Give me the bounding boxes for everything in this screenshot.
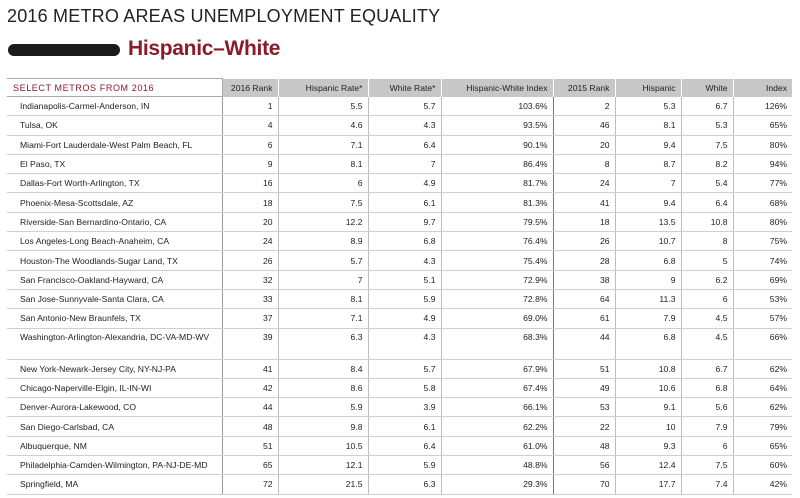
- metro-name-cell: Springfield, MA: [7, 475, 222, 494]
- rank-2015-cell: 56: [553, 456, 615, 475]
- metro-name-cell: Miami-Fort Lauderdale-West Palm Beach, FL: [7, 135, 222, 154]
- hispanic-rate-2015-cell: 9.1: [615, 398, 681, 417]
- index-2016-cell: 67.9%: [441, 359, 553, 378]
- index-2015-cell: 94%: [733, 154, 792, 173]
- white-rate-2016-cell: 4.9: [368, 174, 441, 193]
- white-rate-2015-cell: 7.5: [681, 456, 733, 475]
- white-rate-2016-cell: 4.3: [368, 328, 441, 359]
- white-rate-2016-cell: 4.3: [368, 116, 441, 135]
- white-rate-2015-cell: 8: [681, 232, 733, 251]
- hispanic-rate-2015-cell: 5.3: [615, 97, 681, 116]
- index-2015-cell: 64%: [733, 378, 792, 397]
- white-rate-2015-cell: 5: [681, 251, 733, 270]
- metro-name-cell: Indianapolis-Carmel-Anderson, IN: [7, 97, 222, 116]
- table-row: [7, 193, 792, 212]
- hispanic-rate-2016-cell: 4.6: [278, 116, 368, 135]
- table-row: [7, 97, 792, 116]
- metro-name-cell: San Antonio-New Braunfels, TX: [7, 309, 222, 328]
- index-2016-cell: 72.9%: [441, 270, 553, 289]
- hispanic-rate-2016-cell: 6: [278, 174, 368, 193]
- table-row: [7, 378, 792, 397]
- index-2016-cell: 75.4%: [441, 251, 553, 270]
- hispanic-rate-2016-cell: 8.1: [278, 289, 368, 308]
- white-rate-2015-cell: 7.9: [681, 417, 733, 436]
- rank-2015-cell: 38: [553, 270, 615, 289]
- rank-2015-cell: 22: [553, 417, 615, 436]
- hispanic-rate-2016-cell: 8.1: [278, 154, 368, 173]
- white-rate-2015-cell: 6: [681, 436, 733, 455]
- rank-2015-cell: 51: [553, 359, 615, 378]
- white-rate-2015-cell: 6: [681, 289, 733, 308]
- table-header-row: [7, 79, 792, 97]
- rank-2015-cell: 46: [553, 116, 615, 135]
- white-rate-2016-cell: 6.4: [368, 135, 441, 154]
- metro-name-cell: New York-Newark-Jersey City, NY-NJ-PA: [7, 359, 222, 378]
- rank-2016-cell: 32: [222, 270, 278, 289]
- table-row: [7, 154, 792, 173]
- white-rate-2016-cell: 4.3: [368, 251, 441, 270]
- hispanic-rate-2015-cell: 6.8: [615, 328, 681, 359]
- hispanic-rate-2016-cell: 8.6: [278, 378, 368, 397]
- hispanic-rate-2015-cell: 10.6: [615, 378, 681, 397]
- index-2016-cell: 81.3%: [441, 193, 553, 212]
- index-2016-cell: 67.4%: [441, 378, 553, 397]
- index-2015-cell: 66%: [733, 328, 792, 359]
- rank-2016-cell: 51: [222, 436, 278, 455]
- index-2015-cell: 62%: [733, 359, 792, 378]
- index-2015-cell: 65%: [733, 116, 792, 135]
- rank-2016-cell: 72: [222, 475, 278, 494]
- rank-2015-cell: 20: [553, 135, 615, 154]
- unemployment-table: [7, 78, 792, 495]
- rank-2016-cell: 4: [222, 116, 278, 135]
- column-header-white-rate: White Rate*: [368, 79, 441, 97]
- white-rate-2015-cell: 8.2: [681, 154, 733, 173]
- table-row: [7, 116, 792, 135]
- index-2016-cell: 86.4%: [441, 154, 553, 173]
- index-2015-cell: 75%: [733, 232, 792, 251]
- hispanic-rate-2015-cell: 8.1: [615, 116, 681, 135]
- unemployment-table-container: [7, 78, 792, 495]
- index-2016-cell: 61.0%: [441, 436, 553, 455]
- white-rate-2016-cell: 6.3: [368, 475, 441, 494]
- hispanic-rate-2016-cell: 5.9: [278, 398, 368, 417]
- table-row: [7, 289, 792, 308]
- table-row: [7, 328, 792, 359]
- rank-2016-cell: 1: [222, 97, 278, 116]
- hispanic-rate-2015-cell: 10.8: [615, 359, 681, 378]
- rank-2016-cell: 37: [222, 309, 278, 328]
- rank-2015-cell: 61: [553, 309, 615, 328]
- hispanic-rate-2016-cell: 12.2: [278, 212, 368, 231]
- index-2015-cell: 65%: [733, 436, 792, 455]
- white-rate-2016-cell: 5.8: [368, 378, 441, 397]
- table-body: [7, 97, 792, 495]
- table-row: [7, 270, 792, 289]
- rank-2015-cell: 26: [553, 232, 615, 251]
- white-rate-2016-cell: 5.9: [368, 289, 441, 308]
- table-row: [7, 212, 792, 231]
- rank-2016-cell: 65: [222, 456, 278, 475]
- white-rate-2016-cell: 6.4: [368, 436, 441, 455]
- hispanic-rate-2015-cell: 11.3: [615, 289, 681, 308]
- rank-2016-cell: 18: [222, 193, 278, 212]
- white-rate-2015-cell: 6.7: [681, 359, 733, 378]
- column-header-index: Index: [733, 79, 792, 97]
- rank-2016-cell: 26: [222, 251, 278, 270]
- hispanic-rate-2015-cell: 6.8: [615, 251, 681, 270]
- index-2015-cell: 74%: [733, 251, 792, 270]
- index-2015-cell: 53%: [733, 289, 792, 308]
- hispanic-rate-2016-cell: 8.4: [278, 359, 368, 378]
- hispanic-rate-2016-cell: 7.5: [278, 193, 368, 212]
- hispanic-rate-2016-cell: 8.9: [278, 232, 368, 251]
- index-2016-cell: 76.4%: [441, 232, 553, 251]
- rank-2015-cell: 8: [553, 154, 615, 173]
- white-rate-2015-cell: 10.8: [681, 212, 733, 231]
- index-2016-cell: 90.1%: [441, 135, 553, 154]
- hispanic-rate-2016-cell: 9.8: [278, 417, 368, 436]
- table-row: [7, 417, 792, 436]
- metro-name-cell: Tulsa, OK: [7, 116, 222, 135]
- rank-2016-cell: 42: [222, 378, 278, 397]
- white-rate-2015-cell: 5.4: [681, 174, 733, 193]
- white-rate-2016-cell: 6.1: [368, 193, 441, 212]
- metro-name-cell: Los Angeles-Long Beach-Anaheim, CA: [7, 232, 222, 251]
- white-rate-2015-cell: 6.7: [681, 97, 733, 116]
- index-2016-cell: 48.8%: [441, 456, 553, 475]
- white-rate-2016-cell: 6.1: [368, 417, 441, 436]
- hispanic-rate-2016-cell: 12.1: [278, 456, 368, 475]
- metro-name-cell: Dallas-Fort Worth-Arlington, TX: [7, 174, 222, 193]
- metro-name-cell: Albuquerque, NM: [7, 436, 222, 455]
- hispanic-rate-2016-cell: 5.5: [278, 97, 368, 116]
- index-2016-cell: 93.5%: [441, 116, 553, 135]
- metro-name-cell: Denver-Aurora-Lakewood, CO: [7, 398, 222, 417]
- rank-2015-cell: 53: [553, 398, 615, 417]
- metro-name-cell: El Paso, TX: [7, 154, 222, 173]
- white-rate-2016-cell: 3.9: [368, 398, 441, 417]
- white-rate-2015-cell: 6.2: [681, 270, 733, 289]
- hispanic-rate-2015-cell: 7.9: [615, 309, 681, 328]
- hispanic-rate-2016-cell: 7: [278, 270, 368, 289]
- index-2015-cell: 126%: [733, 97, 792, 116]
- rank-2015-cell: 24: [553, 174, 615, 193]
- hispanic-rate-2015-cell: 8.7: [615, 154, 681, 173]
- index-2015-cell: 80%: [733, 212, 792, 231]
- column-header-hispanic-rate: Hispanic Rate*: [278, 79, 368, 97]
- hispanic-rate-2016-cell: 7.1: [278, 309, 368, 328]
- index-2016-cell: 68.3%: [441, 328, 553, 359]
- rank-2016-cell: 41: [222, 359, 278, 378]
- metro-name-cell: Washington-Arlington-Alexandria, DC-VA-MD-WV: [7, 328, 222, 359]
- index-2015-cell: 79%: [733, 417, 792, 436]
- metro-name-cell: Houston-The Woodlands-Sugar Land, TX: [7, 251, 222, 270]
- white-rate-2016-cell: 9.7: [368, 212, 441, 231]
- rank-2016-cell: 48: [222, 417, 278, 436]
- metro-name-cell: San Francisco-Oakland-Hayward, CA: [7, 270, 222, 289]
- white-rate-2015-cell: 5.6: [681, 398, 733, 417]
- metro-name-cell: San Jose-Sunnyvale-Santa Clara, CA: [7, 289, 222, 308]
- white-rate-2015-cell: 5.3: [681, 116, 733, 135]
- rank-2016-cell: 20: [222, 212, 278, 231]
- white-rate-2015-cell: 4.5: [681, 309, 733, 328]
- white-rate-2015-cell: 6.8: [681, 378, 733, 397]
- hispanic-rate-2015-cell: 9.4: [615, 135, 681, 154]
- index-2015-cell: 60%: [733, 456, 792, 475]
- table-row: [7, 232, 792, 251]
- hispanic-rate-2015-cell: 10: [615, 417, 681, 436]
- rank-2016-cell: 39: [222, 328, 278, 359]
- white-rate-2015-cell: 7.5: [681, 135, 733, 154]
- white-rate-2016-cell: 5.1: [368, 270, 441, 289]
- hispanic-rate-2016-cell: 21.5: [278, 475, 368, 494]
- column-header-hispanic: Hispanic: [615, 79, 681, 97]
- hispanic-rate-2016-cell: 10.5: [278, 436, 368, 455]
- rank-2015-cell: 44: [553, 328, 615, 359]
- index-2016-cell: 62.2%: [441, 417, 553, 436]
- column-header-2016-rank: 2016 Rank: [222, 79, 278, 97]
- index-2016-cell: 66.1%: [441, 398, 553, 417]
- hispanic-rate-2015-cell: 13.5: [615, 212, 681, 231]
- index-2015-cell: 62%: [733, 398, 792, 417]
- hispanic-rate-2015-cell: 10.7: [615, 232, 681, 251]
- index-2015-cell: 69%: [733, 270, 792, 289]
- page-title: 2016 METRO AREAS UNEMPLOYMENT EQUALITY: [7, 6, 441, 26]
- white-rate-2015-cell: 6.4: [681, 193, 733, 212]
- rank-2016-cell: 9: [222, 154, 278, 173]
- column-header-hispanic-white-index: Hispanic-White Index: [441, 79, 553, 97]
- hispanic-rate-2015-cell: 17.7: [615, 475, 681, 494]
- table-row: [7, 309, 792, 328]
- rank-2015-cell: 41: [553, 193, 615, 212]
- rank-2016-cell: 6: [222, 135, 278, 154]
- table-row: [7, 359, 792, 378]
- rank-2015-cell: 18: [553, 212, 615, 231]
- hispanic-rate-2015-cell: 9: [615, 270, 681, 289]
- hispanic-rate-2016-cell: 7.1: [278, 135, 368, 154]
- hispanic-rate-2016-cell: 5.7: [278, 251, 368, 270]
- white-rate-2016-cell: 5.7: [368, 97, 441, 116]
- hispanic-rate-2015-cell: 9.4: [615, 193, 681, 212]
- table-row: [7, 475, 792, 494]
- white-rate-2016-cell: 4.9: [368, 309, 441, 328]
- table-row: [7, 135, 792, 154]
- index-2016-cell: 103.6%: [441, 97, 553, 116]
- rank-2015-cell: 28: [553, 251, 615, 270]
- rank-2015-cell: 64: [553, 289, 615, 308]
- metro-name-cell: Phoenix-Mesa-Scottsdale, AZ: [7, 193, 222, 212]
- table-row: [7, 251, 792, 270]
- rank-2016-cell: 16: [222, 174, 278, 193]
- metro-name-cell: Riverside-San Bernardino-Ontario, CA: [7, 212, 222, 231]
- white-rate-2015-cell: 7.4: [681, 475, 733, 494]
- white-rate-2016-cell: 5.9: [368, 456, 441, 475]
- index-2016-cell: 79.5%: [441, 212, 553, 231]
- index-2015-cell: 57%: [733, 309, 792, 328]
- rank-2016-cell: 44: [222, 398, 278, 417]
- metro-name-cell: San Diego-Carlsbad, CA: [7, 417, 222, 436]
- table-row: [7, 174, 792, 193]
- index-2016-cell: 29.3%: [441, 475, 553, 494]
- hispanic-rate-2015-cell: 12.4: [615, 456, 681, 475]
- index-2015-cell: 68%: [733, 193, 792, 212]
- metro-name-cell: Philadelphia-Camden-Wilmington, PA-NJ-DE-MD: [7, 456, 222, 475]
- rank-2015-cell: 2: [553, 97, 615, 116]
- index-2015-cell: 77%: [733, 174, 792, 193]
- table-row: [7, 436, 792, 455]
- metro-name-cell: Chicago-Naperville-Elgin, IL-IN-WI: [7, 378, 222, 397]
- white-rate-2016-cell: 7: [368, 154, 441, 173]
- redaction-mark: [8, 44, 120, 56]
- page-subtitle: Hispanic–White: [128, 37, 281, 60]
- index-2016-cell: 69.0%: [441, 309, 553, 328]
- column-header-white: White: [681, 79, 733, 97]
- hispanic-rate-2015-cell: 7: [615, 174, 681, 193]
- hispanic-rate-2015-cell: 9.3: [615, 436, 681, 455]
- rank-2016-cell: 24: [222, 232, 278, 251]
- index-2016-cell: 72.8%: [441, 289, 553, 308]
- rank-2016-cell: 33: [222, 289, 278, 308]
- hispanic-rate-2016-cell: 6.3: [278, 328, 368, 359]
- white-rate-2015-cell: 4.5: [681, 328, 733, 359]
- rank-2015-cell: 48: [553, 436, 615, 455]
- rank-2015-cell: 70: [553, 475, 615, 494]
- table-row: [7, 456, 792, 475]
- column-header-2015-rank: 2015 Rank: [553, 79, 615, 97]
- white-rate-2016-cell: 5.7: [368, 359, 441, 378]
- column-header-metro: SELECT METROS FROM 2016: [7, 79, 222, 97]
- index-2016-cell: 81.7%: [441, 174, 553, 193]
- index-2015-cell: 42%: [733, 475, 792, 494]
- white-rate-2016-cell: 6.8: [368, 232, 441, 251]
- table-row: [7, 398, 792, 417]
- rank-2015-cell: 49: [553, 378, 615, 397]
- index-2015-cell: 80%: [733, 135, 792, 154]
